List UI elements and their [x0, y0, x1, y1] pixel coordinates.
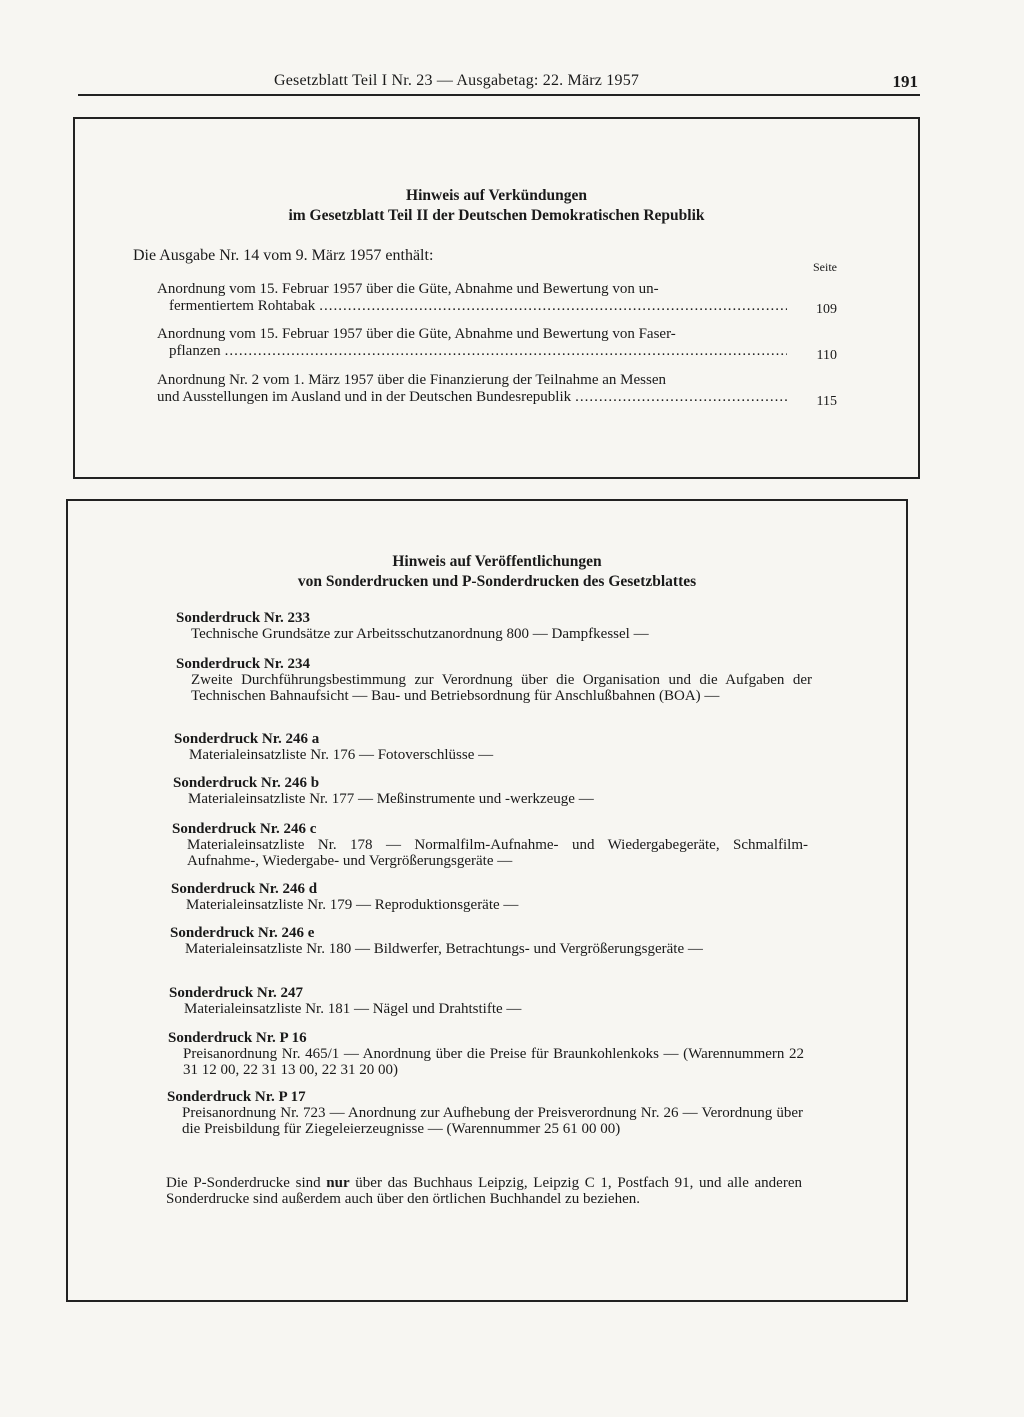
sonderdruck-label: Sonderdruck Nr. P 16 — [168, 1030, 307, 1046]
sonderdruck-text: Preisanordnung Nr. 723 — Anordnung zur Aufhebung der Preisverordnung Nr. 26 — Verordnung über die Preisbildung für Ziegeleierzeugnisse — (Warennummer 25 61 00 00) — [182, 1105, 803, 1137]
ordering-note — [166, 1175, 802, 1207]
sonderdruck-item — [168, 1030, 804, 1078]
sonderdruck-item — [169, 985, 805, 1017]
sonderdruck-text: Materialeinsatzliste Nr. 179 — Reproduktionsgeräte — — [186, 897, 519, 913]
sonderdruck-item — [170, 925, 806, 957]
entry-line-2: fermentiertem Rohtabak — [169, 298, 316, 314]
gazette-title: Gesetzblatt Teil I Nr. 23 — Ausgabetag: 22. März 1957 — [274, 72, 640, 89]
publications-heading-1: Hinweis auf Veröffentlichungen — [392, 553, 602, 570]
sonderdruck-item — [176, 610, 812, 642]
leader-dots — [575, 389, 787, 406]
entry-line-2: pflanzen — [169, 343, 221, 359]
entry-line-1: Anordnung vom 15. Februar 1957 über die Güte, Abnahme und Bewertung von Faser- — [157, 326, 676, 342]
note-text-1: Die P-Sonderdrucke sind — [166, 1175, 327, 1191]
entry-page: 110 — [816, 348, 837, 363]
sonderdruck-label: Sonderdruck Nr. 234 — [176, 656, 311, 672]
page-header — [78, 66, 920, 96]
note-emphasis: nur — [326, 1175, 350, 1191]
sonderdruck-text: Materialeinsatzliste Nr. 178 — Normalfilm-Aufnahme- und Wiedergabegeräte, Schmalfilm-Aufnahme-, Wiedergabe- und Vergrößerungsgeräte — — [187, 837, 808, 869]
announcement-heading-2: im Gesetzblatt Teil II der Deutschen Demokratischen Republik — [288, 207, 705, 224]
entry-line-1: Anordnung vom 15. Februar 1957 über die Güte, Abnahme und Bewertung von un- — [157, 281, 659, 297]
announcement-entry — [157, 372, 787, 406]
sonderdruck-item — [171, 881, 807, 913]
entry-page: 115 — [816, 394, 837, 409]
sonderdruck-label: Sonderdruck Nr. P 17 — [167, 1089, 306, 1105]
sonderdruck-text: Materialeinsatzliste Nr. 181 — Nägel und Drahtstifte — — [184, 1001, 522, 1017]
sonderdruck-text: Technische Grundsätze zur Arbeitsschutzanordnung 800 — Dampfkessel — — [191, 626, 649, 642]
announcement-heading-1: Hinweis auf Verkündungen — [406, 187, 587, 204]
sonderdruck-item — [176, 656, 812, 704]
sonderdruck-item — [172, 821, 808, 869]
sonderdruck-label: Sonderdruck Nr. 247 — [169, 985, 304, 1001]
sonderdruck-text: Materialeinsatzliste Nr. 177 — Meßinstrumente und -werkzeuge — — [188, 791, 594, 807]
page-number: 191 — [892, 72, 918, 91]
announcement-entry — [157, 281, 787, 315]
sonderdruck-label: Sonderdruck Nr. 246 c — [172, 821, 317, 837]
sonderdruck-label: Sonderdruck Nr. 233 — [176, 610, 311, 626]
announcement-box — [73, 117, 920, 479]
publications-box — [66, 499, 908, 1302]
sonderdruck-label: Sonderdruck Nr. 246 e — [170, 925, 315, 941]
entry-line-2: und Ausstellungen im Ausland und in der Deutschen Bundesrepublik — [157, 389, 572, 405]
note-text-2: über das Buchhaus Leipzig, Leipzig C 1, Postfach 91, und alle anderen Sonderdrucke sind außerdem auch über den örtlichen Buchhandel zu beziehen. — [166, 1175, 802, 1207]
sonderdruck-item — [167, 1089, 803, 1137]
entry-line-1: Anordnung Nr. 2 vom 1. März 1957 über die Finanzierung der Teilnahme an Messen — [157, 372, 666, 388]
announcement-intro: Die Ausgabe Nr. 14 vom 9. März 1957 enthält: — [133, 247, 434, 264]
sonderdruck-label: Sonderdruck Nr. 246 a — [174, 731, 320, 747]
publications-heading-2: von Sonderdrucken und P-Sonderdrucken des Gesetzblattes — [297, 573, 697, 590]
sonderdruck-text: Zweite Durchführungsbestimmung zur Verordnung über die Organisation und die Aufgaben der Technischen Bahnaufsicht — Bau- und Betriebsordnung für Anschlußbahnen (BOA) — — [191, 672, 812, 704]
leader-dots — [319, 298, 787, 315]
sonderdruck-label: Sonderdruck Nr. 246 b — [173, 775, 320, 791]
sonderdruck-item — [174, 731, 810, 763]
entry-page: 109 — [816, 302, 837, 317]
sonderdruck-item — [173, 775, 809, 807]
sonderdruck-label: Sonderdruck Nr. 246 d — [171, 881, 318, 897]
sonderdruck-text: Materialeinsatzliste Nr. 176 — Fotoverschlüsse — — [189, 747, 494, 763]
sonderdruck-text: Materialeinsatzliste Nr. 180 — Bildwerfer, Betrachtungs- und Vergrößerungsgeräte — — [185, 941, 703, 957]
seite-label: Seite — [813, 260, 837, 274]
announcement-entry — [157, 326, 787, 360]
sonderdruck-text: Preisanordnung Nr. 465/1 — Anordnung über die Preise für Braunkohlenkoks — (Warennummern 22 31 12 00, 22 31 13 00, 22 31 20 00) — [183, 1046, 804, 1078]
leader-dots — [225, 343, 787, 360]
